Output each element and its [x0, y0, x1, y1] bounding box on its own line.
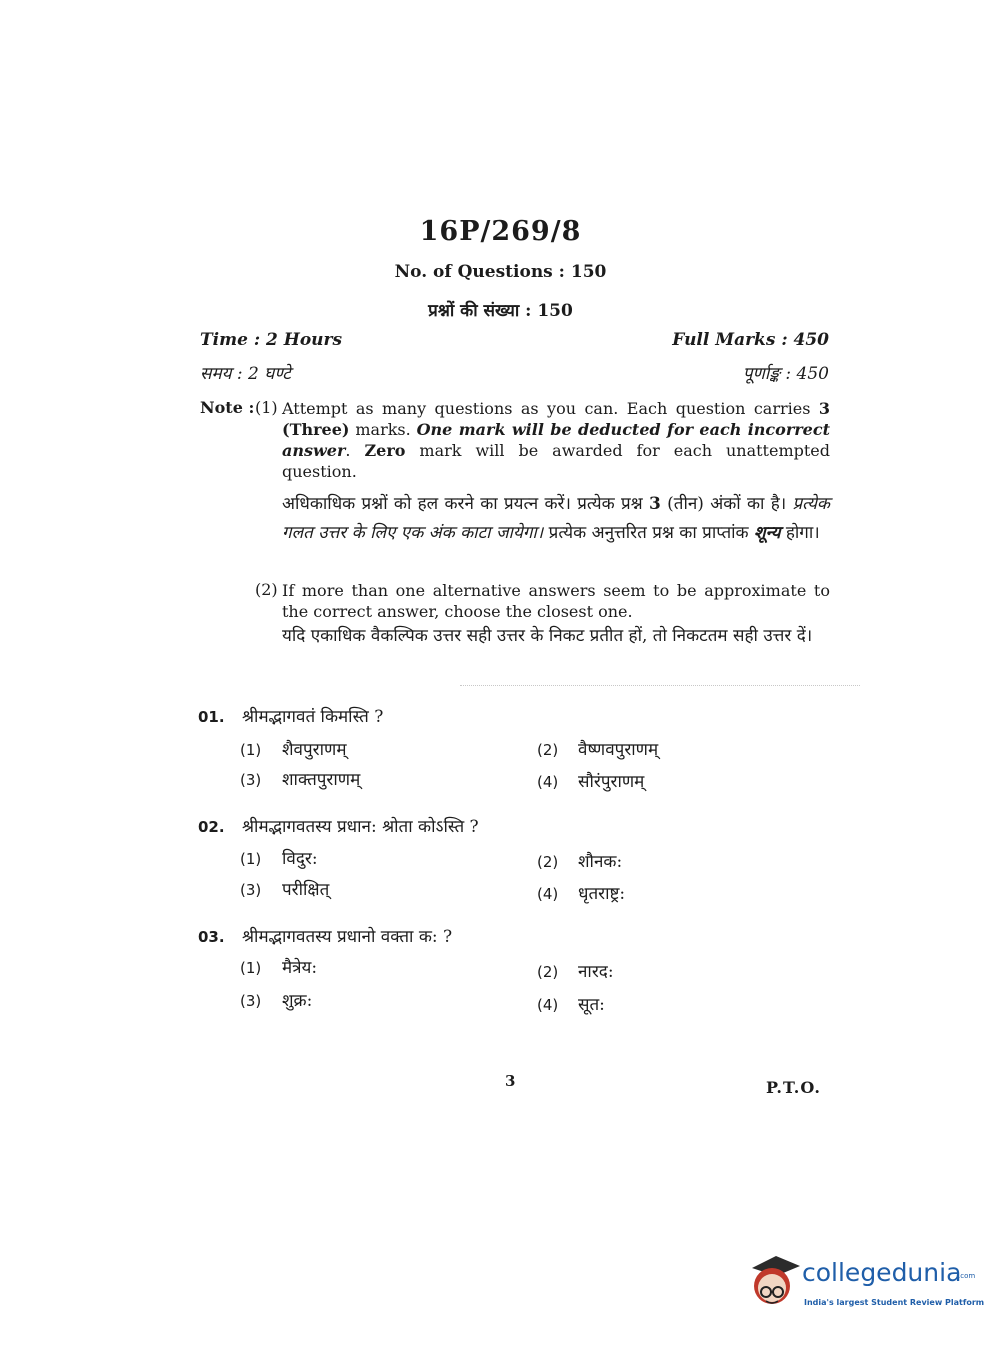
- option-number: (3): [240, 992, 262, 1010]
- question-number: 02.: [198, 818, 225, 836]
- note-item-1-number: (1): [255, 398, 278, 417]
- option-text: सौरंपुराणम्: [578, 772, 645, 792]
- note-item-1-hindi: अधिकाधिक प्रश्नों को हल करने का प्रयत्न करें। प्रत्येक प्रश्न 3 (तीन) अंकों का है। प्रत्येक गलत उत्तर के लिए एक अंक काटा जायेगा। प्रत्येक अनुत्तरित प्रश्न का प्राप्तांक शून्य होगा।: [282, 494, 830, 543]
- question-text: श्रीमद्भागवतस्य प्रधान: श्रोता कोऽस्ति ?: [242, 817, 479, 837]
- option-text: शौनक:: [578, 852, 623, 872]
- option-text: सूत:: [578, 995, 605, 1015]
- option-number: (1): [240, 959, 262, 977]
- option-number: (4): [537, 996, 559, 1014]
- question-text: श्रीमद्भागवतं किमस्ति ?: [242, 707, 384, 727]
- page-number: 3: [505, 1072, 516, 1090]
- note-item-2-number: (2): [255, 580, 278, 599]
- divider: [460, 685, 860, 686]
- note-item-2-english: If more than one alternative answers seem to be approximate to the correct answer, choose the closest one.: [282, 581, 830, 621]
- option-text: शाक्तपुराणम्: [282, 770, 361, 790]
- full-marks-label-hindi: पूर्णाङ्क : 450: [742, 364, 829, 384]
- paper-code: 16P/269/8: [419, 216, 582, 247]
- option-text: नारद:: [578, 962, 614, 982]
- number-of-questions: No. of Questions : 150: [394, 262, 607, 282]
- time-label-hindi: समय : 2 घण्टे: [200, 364, 291, 384]
- note-item-2-hindi: यदि एकाधिक वैकल्पिक उत्तर सही उत्तर के निकट प्रतीत हों, तो निकटतम सही उत्तर दें।: [282, 626, 813, 646]
- question-text: श्रीमद्भागवतस्य प्रधानो वक्ता क: ?: [242, 927, 453, 947]
- option-text: मैत्रेय:: [282, 958, 318, 978]
- option-text: शैवपुराणम्: [282, 740, 347, 760]
- option-text: वैष्णवपुराणम्: [578, 740, 659, 760]
- number-of-questions-hindi: प्रश्नों की संख्या : 150: [428, 301, 573, 321]
- pto-label: P.T.O.: [766, 1078, 821, 1097]
- option-number: (2): [537, 853, 559, 871]
- option-number: (4): [537, 773, 559, 791]
- collegedunia-tagline: India's largest Student Review Platform: [804, 1298, 985, 1307]
- full-marks-label: Full Marks : 450: [672, 330, 829, 350]
- note-label: Note :: [200, 398, 255, 417]
- option-text: परीक्षित्: [282, 880, 330, 900]
- option-number: (2): [537, 741, 559, 759]
- option-number: (1): [240, 741, 262, 759]
- option-number: (3): [240, 771, 262, 789]
- option-text: विदुर:: [282, 849, 318, 869]
- collegedunia-domain: .com: [958, 1272, 976, 1280]
- question-number: 03.: [198, 928, 225, 946]
- option-number: (4): [537, 885, 559, 903]
- option-text: धृतराष्ट्र:: [578, 884, 626, 904]
- question-number: 01.: [198, 708, 225, 726]
- collegedunia-brand: collegedunia: [802, 1258, 962, 1287]
- option-number: (3): [240, 881, 262, 899]
- note-item-1-english: Attempt as many questions as you can. Each question carries 3 (Three) marks. One mark will be deducted for each incorrect answer. Zero mark will be awarded for each unattempted question.: [282, 399, 831, 481]
- time-label: Time : 2 Hours: [200, 330, 343, 350]
- option-number: (2): [537, 963, 559, 981]
- option-number: (1): [240, 850, 262, 868]
- option-text: शुक्र:: [282, 991, 313, 1011]
